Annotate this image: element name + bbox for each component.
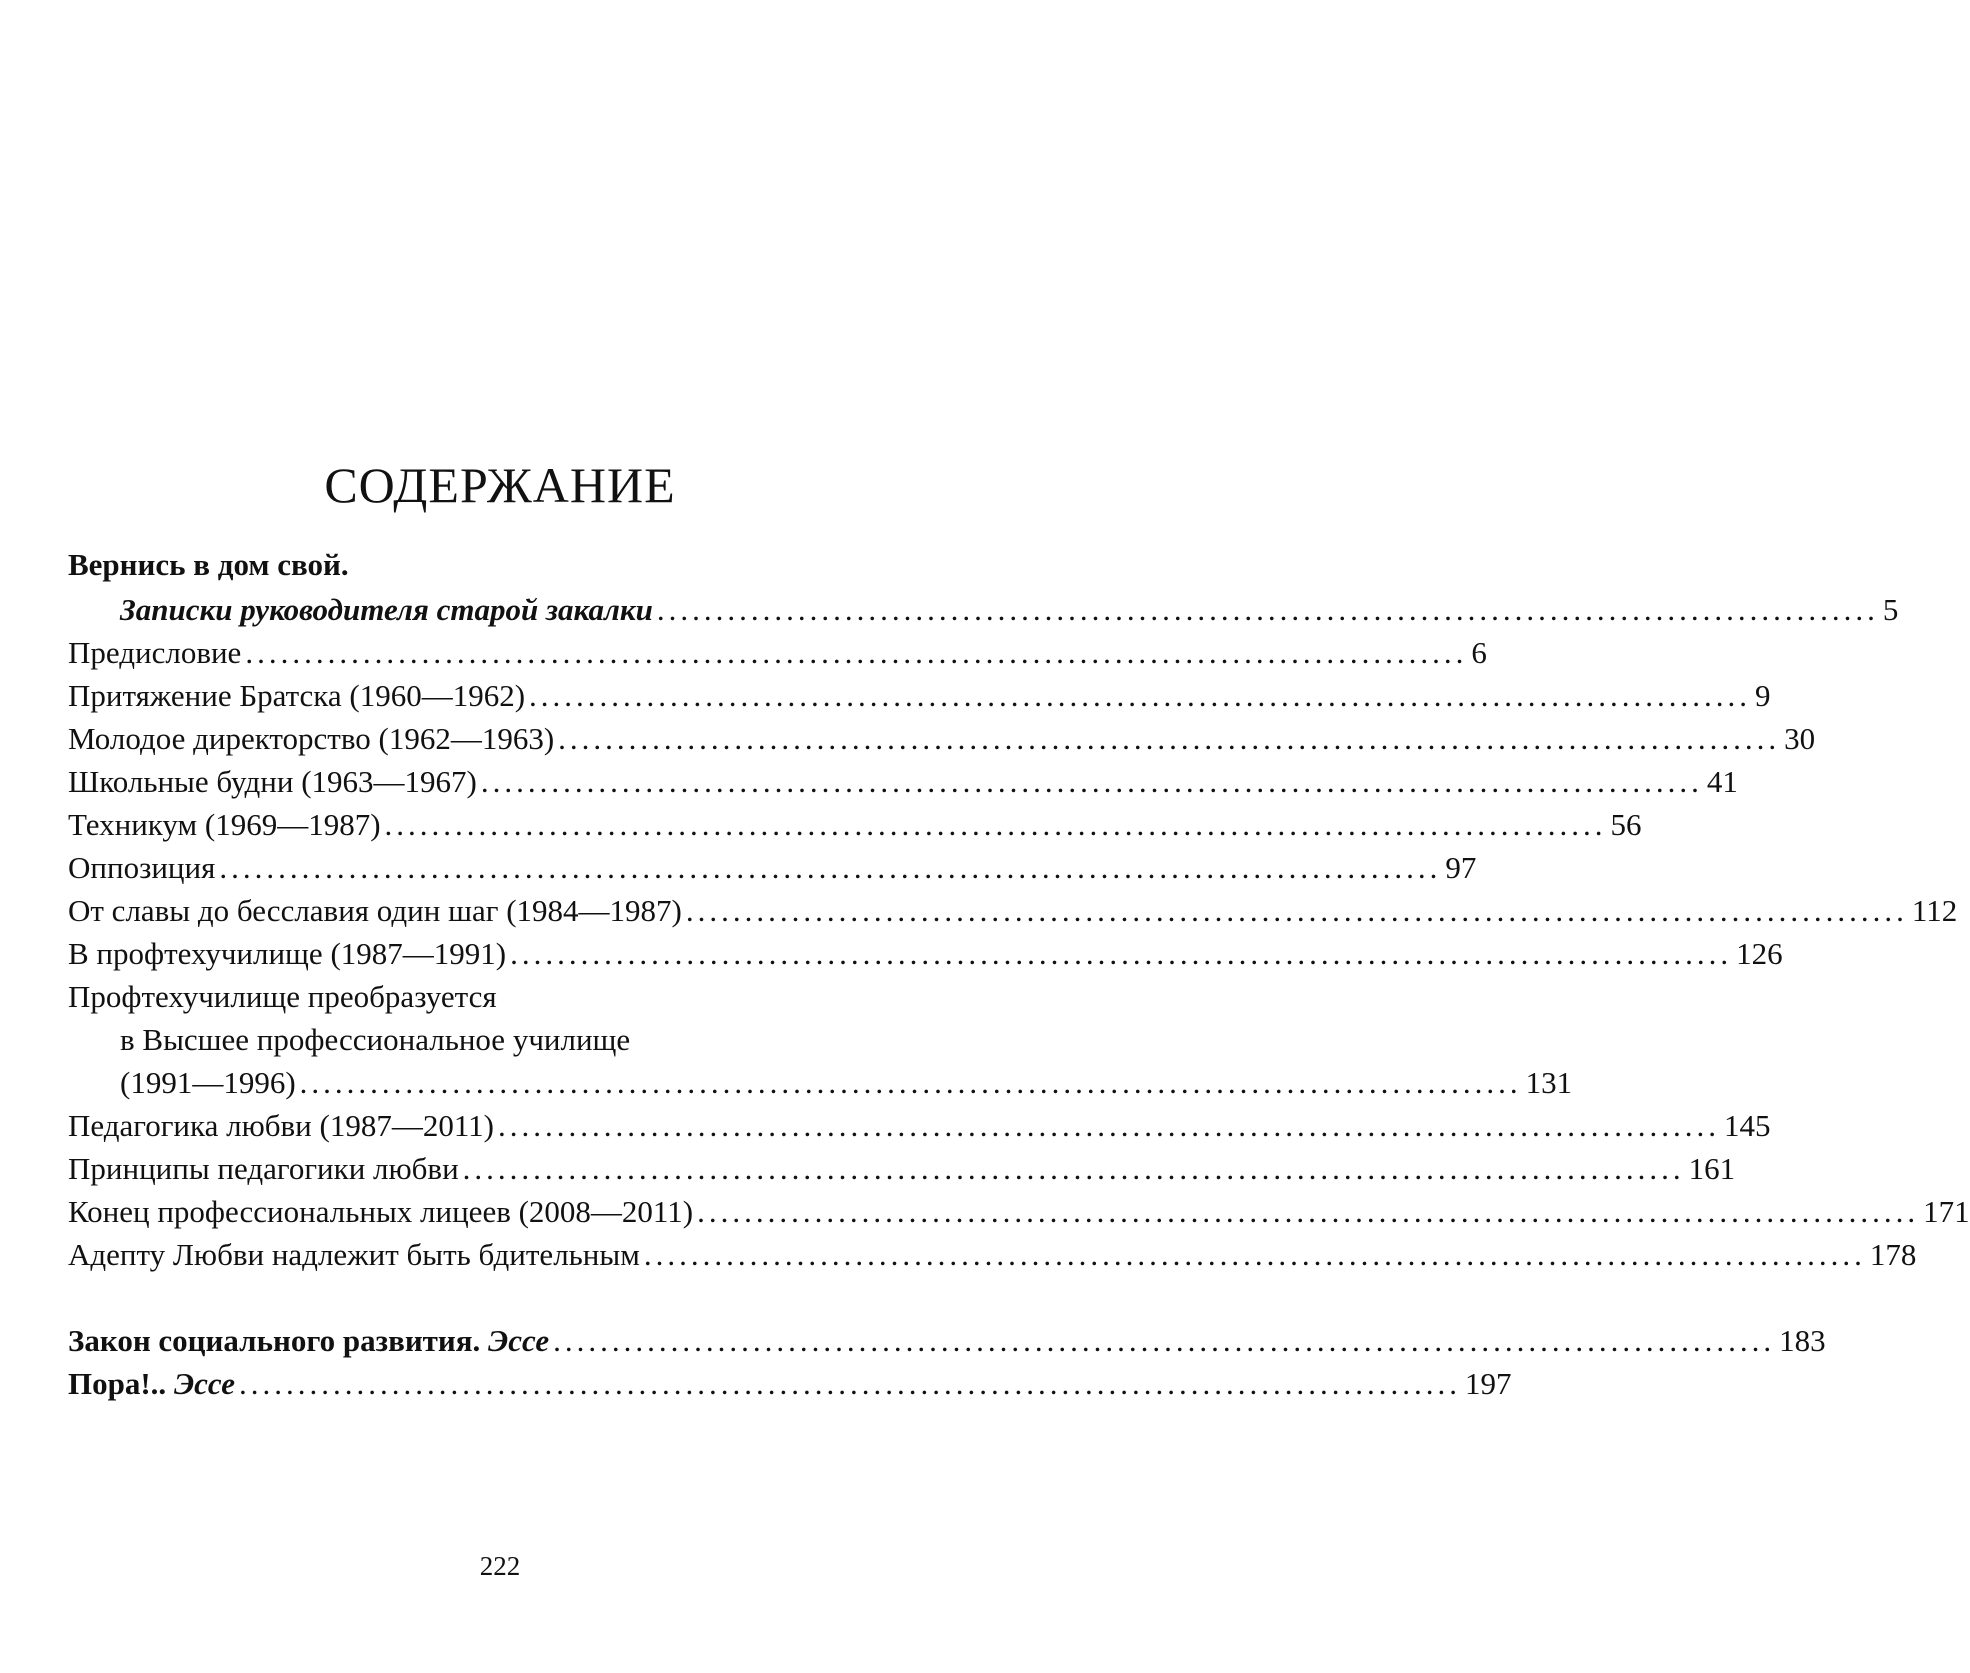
page-number: 222	[479, 1551, 521, 1581]
toc-entry[interactable]	[68, 888, 1958, 934]
dot-leader: ........................................................................................................	[553, 1323, 1776, 1358]
toc-entry-page: 183	[1779, 1323, 1826, 1358]
toc-entry-page: 97	[1445, 850, 1477, 885]
toc-entry-title: (1991—1996)	[120, 1065, 296, 1100]
toc-entry[interactable]	[68, 673, 1771, 719]
toc-entry-title: Техникум (1969—1987)	[68, 807, 381, 842]
toc-entry-title: Притяжение Братска (1960—1962)	[68, 678, 526, 713]
dot-leader: ........................................................................................................	[462, 1151, 1685, 1186]
dot-leader: ........................................................................................................	[384, 807, 1607, 842]
toc-entry-title: Оппозиция	[68, 850, 216, 885]
dot-leader: ........................................................................................................	[656, 592, 1879, 627]
toc-entry[interactable]	[68, 759, 1738, 805]
dot-leader: ........................................................................................................	[245, 635, 1468, 670]
dot-leader: ........................................................................................................	[299, 1065, 1522, 1100]
toc-entry[interactable]	[68, 802, 1642, 848]
toc-entry-page: 112	[1911, 893, 1958, 928]
dot-leader: ........................................................................................................	[510, 936, 1733, 971]
toc-entry-title: В профтехучилище (1987—1991)	[68, 936, 507, 971]
toc-entry-page: 178	[1869, 1237, 1917, 1272]
toc-entry-title: Молодое директорство (1962—1963)	[68, 721, 555, 756]
toc-entry-title: Конец профессиональных лицеев (2008—2011)	[68, 1194, 694, 1229]
page-title: СОДЕРЖАНИЕ	[324, 457, 676, 513]
dot-leader: ........................................................................................................	[558, 721, 1781, 756]
toc-entry-title: Записки руководителя старой закалки	[120, 592, 653, 627]
dot-leader: ........................................................................................................	[498, 1108, 1720, 1143]
toc-entry[interactable]	[68, 1146, 1736, 1192]
toc-entry-page: 145	[1724, 1108, 1771, 1143]
toc-entry-essay[interactable]	[68, 1361, 1512, 1407]
essay-title: Пора!..	[68, 1366, 167, 1401]
toc-entry-title-line[interactable]: Профтехучилище преобразуется	[68, 979, 497, 1014]
toc-entry[interactable]	[68, 845, 1477, 891]
toc-entry-page: 9	[1755, 678, 1771, 713]
toc-entry-page: 6	[1471, 635, 1487, 670]
toc-entry-title: От славы до бесславия один шаг (1984—1987)	[68, 893, 682, 928]
dot-leader: ........................................................................................................	[685, 893, 1908, 928]
toc-entry-title: Педагогика любви (1987—2011)	[68, 1108, 494, 1143]
essay-genre: Эссе	[488, 1323, 550, 1358]
toc-entry[interactable]	[68, 716, 1816, 762]
part-heading: Вернись в дом свой.	[68, 547, 349, 582]
toc-entry-title: Школьные будни (1963—1967)	[68, 764, 477, 799]
toc-entry-essay[interactable]	[68, 1318, 1826, 1364]
toc-entry-title: Принципы педагогики любви	[68, 1151, 459, 1186]
toc-entry[interactable]	[68, 931, 1783, 977]
essay-title: Закон социального развития.	[68, 1323, 481, 1358]
toc-entry-page: 171	[1923, 1194, 1970, 1229]
dot-leader: ........................................................................................................	[643, 1237, 1866, 1272]
toc-entry-page: 30	[1784, 721, 1816, 756]
toc-entry-title: Адепту Любви надлежит быть бдительным	[68, 1237, 640, 1272]
toc-entry-title	[68, 1318, 549, 1364]
toc-entry-page: 126	[1736, 936, 1783, 971]
toc-entry-part-subtitle[interactable]	[120, 587, 1899, 633]
dot-leader: ........................................................................................................	[529, 678, 1752, 713]
toc-entry-title: Предисловие	[68, 635, 242, 670]
toc-entry[interactable]	[68, 1103, 1771, 1149]
toc-entry-page: 56	[1610, 807, 1642, 842]
toc-entry-page: 197	[1464, 1366, 1512, 1401]
dot-leader: ........................................................................................................	[480, 764, 1703, 799]
toc-entry[interactable]	[68, 630, 1487, 676]
essay-genre: Эссе	[173, 1366, 235, 1401]
dot-leader: ........................................................................................................	[697, 1194, 1920, 1229]
toc-entry-title	[68, 1361, 235, 1407]
toc-entry-page: 161	[1688, 1151, 1736, 1186]
toc-entry-title-line[interactable]: в Высшее профессиональное училище	[120, 1022, 631, 1057]
dot-leader: ........................................................................................................	[238, 1366, 1461, 1401]
toc-entry-page: 5	[1882, 592, 1899, 627]
toc-entry-page: 131	[1525, 1065, 1573, 1100]
toc-entry[interactable]	[68, 1232, 1917, 1278]
toc-entry-page: 41	[1706, 764, 1738, 799]
toc-entry[interactable]	[120, 1060, 1573, 1106]
dot-leader: ........................................................................................................	[219, 850, 1442, 885]
toc-entry[interactable]	[68, 1189, 1970, 1235]
